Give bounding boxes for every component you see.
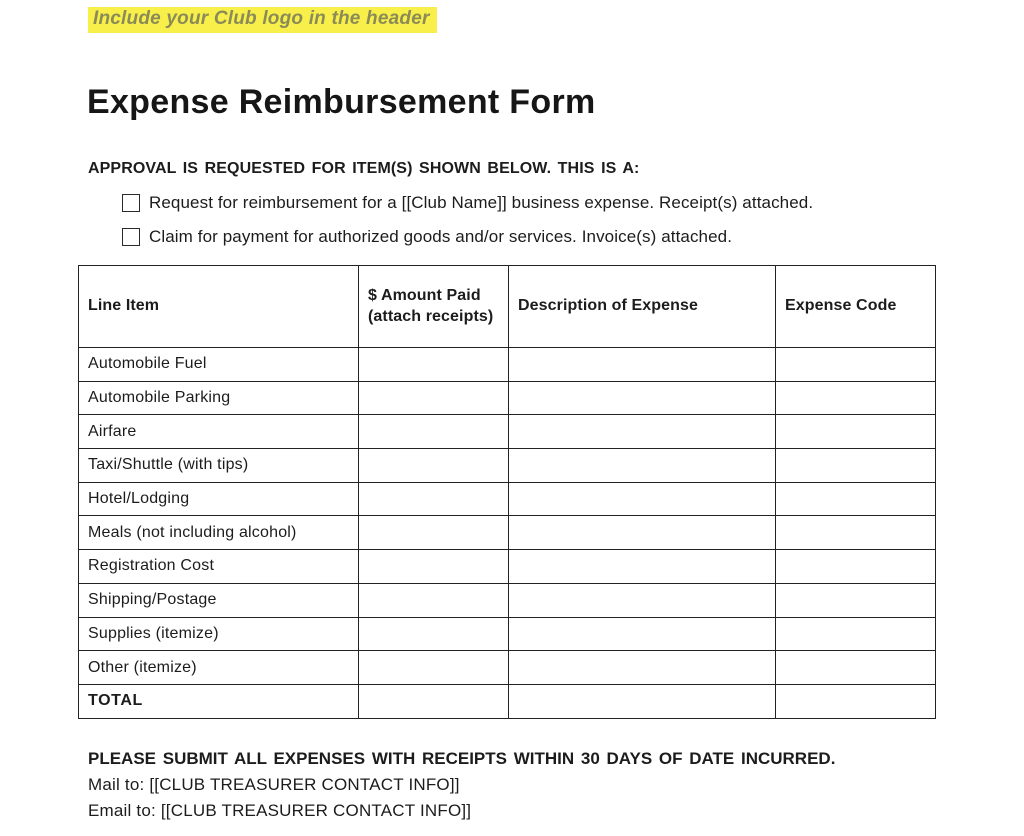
club-logo-note: Include your Club logo in the header	[88, 7, 437, 33]
expense-code-cell[interactable]	[776, 381, 936, 415]
description-cell[interactable]	[509, 651, 776, 685]
description-cell[interactable]	[509, 415, 776, 449]
table-row	[79, 482, 936, 516]
line-item-cell: Shipping/Postage	[79, 583, 359, 617]
email-to-label: Email to:	[88, 800, 156, 820]
expense-code-cell[interactable]	[776, 550, 936, 584]
page-title: Expense Reimbursement Form	[87, 83, 596, 121]
description-cell[interactable]	[509, 516, 776, 550]
expense-code-cell[interactable]	[776, 583, 936, 617]
expense-code-cell[interactable]	[776, 415, 936, 449]
amount-paid-cell[interactable]	[359, 449, 509, 483]
expense-code-cell[interactable]	[776, 348, 936, 382]
description-cell[interactable]	[509, 482, 776, 516]
header-line-item: Line Item	[79, 266, 359, 348]
amount-paid-cell[interactable]	[359, 651, 509, 685]
table-row	[79, 684, 936, 718]
table-row	[79, 550, 936, 584]
line-item-cell: Automobile Fuel	[79, 348, 359, 382]
amount-paid-cell[interactable]	[359, 482, 509, 516]
line-item-cell: Airfare	[79, 415, 359, 449]
amount-paid-cell[interactable]	[359, 617, 509, 651]
mail-to-label: Mail to:	[88, 774, 145, 794]
reimbursement-option-row	[122, 192, 1024, 214]
submit-notice: PLEASE SUBMIT ALL EXPENSES WITH RECEIPTS WITHIN 30 DAYS OF DATE INCURRED.	[88, 748, 836, 768]
mail-to-line	[88, 775, 1024, 795]
table-row	[79, 516, 936, 550]
approval-heading: APPROVAL IS REQUESTED FOR ITEM(S) SHOWN BELOW. THIS IS A:	[88, 160, 640, 177]
table-header-row	[79, 266, 936, 348]
amount-paid-cell[interactable]	[359, 684, 509, 718]
description-cell[interactable]	[509, 583, 776, 617]
line-item-cell: Automobile Parking	[79, 381, 359, 415]
reimbursement-option-label: Request for reimbursement for a [[Club Name]] business expense. Receipt(s) attached.	[149, 193, 814, 212]
line-item-cell: Hotel/Lodging	[79, 482, 359, 516]
table-row	[79, 381, 936, 415]
expense-table-body	[79, 348, 936, 719]
table-row	[79, 415, 936, 449]
line-item-cell: Taxi/Shuttle (with tips)	[79, 449, 359, 483]
claim-checkbox[interactable]	[122, 228, 140, 246]
line-item-cell: Other (itemize)	[79, 651, 359, 685]
expense-code-cell[interactable]	[776, 617, 936, 651]
table-row	[79, 348, 936, 382]
line-item-cell: Supplies (itemize)	[79, 617, 359, 651]
expense-table	[78, 265, 936, 719]
amount-paid-cell[interactable]	[359, 381, 509, 415]
line-item-cell: Registration Cost	[79, 550, 359, 584]
description-cell[interactable]	[509, 348, 776, 382]
amount-paid-cell[interactable]	[359, 348, 509, 382]
expense-code-cell[interactable]	[776, 482, 936, 516]
expense-code-cell[interactable]	[776, 684, 936, 718]
mail-to-value: [[CLUB TREASURER CONTACT INFO]]	[149, 774, 460, 794]
amount-paid-cell[interactable]	[359, 583, 509, 617]
header-amount-paid: $ Amount Paid (attach receipts)	[359, 266, 509, 348]
header-description: Description of Expense	[509, 266, 776, 348]
description-cell[interactable]	[509, 449, 776, 483]
expense-code-cell[interactable]	[776, 516, 936, 550]
table-row	[79, 583, 936, 617]
email-to-value: [[CLUB TREASURER CONTACT INFO]]	[160, 800, 472, 820]
amount-paid-cell[interactable]	[359, 415, 509, 449]
expense-code-cell[interactable]	[776, 651, 936, 685]
expense-code-cell[interactable]	[776, 449, 936, 483]
line-item-cell: TOTAL	[79, 684, 359, 718]
header-expense-code: Expense Code	[776, 266, 936, 348]
amount-paid-cell[interactable]	[359, 550, 509, 584]
description-cell[interactable]	[509, 684, 776, 718]
reimbursement-checkbox[interactable]	[122, 194, 140, 212]
amount-paid-cell[interactable]	[359, 516, 509, 550]
email-to-line	[88, 801, 1024, 821]
claim-option-label: Claim for payment for authorized goods and/or services. Invoice(s) attached.	[149, 227, 733, 246]
claim-option-row	[122, 226, 1024, 248]
description-cell[interactable]	[509, 381, 776, 415]
table-row	[79, 449, 936, 483]
description-cell[interactable]	[509, 550, 776, 584]
description-cell[interactable]	[509, 617, 776, 651]
table-row	[79, 651, 936, 685]
table-row	[79, 617, 936, 651]
line-item-cell: Meals (not including alcohol)	[79, 516, 359, 550]
